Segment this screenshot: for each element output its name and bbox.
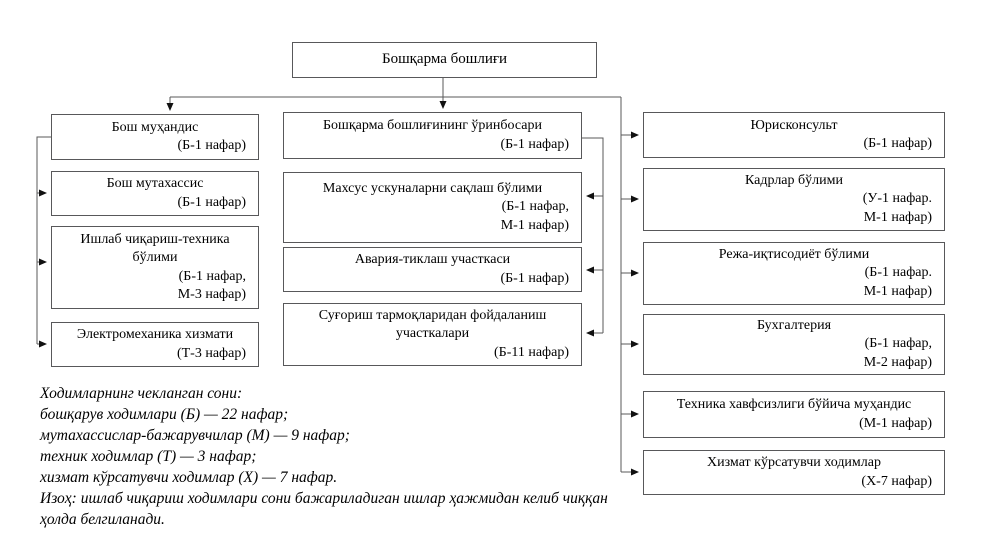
box-special-equipment-storage-dept bbox=[283, 172, 582, 243]
box-title: Бош муҳандис bbox=[111, 119, 199, 135]
box-title: Режа-иқтисодиёт бўлими bbox=[718, 246, 870, 262]
box-accounting bbox=[643, 314, 945, 375]
box-chief-engineer bbox=[51, 114, 259, 160]
staff-count: (Б-1 нафар, bbox=[864, 336, 932, 352]
box-planning-economics-dept bbox=[643, 242, 945, 305]
box-title: Бошқарма бошлиғининг ўринбосари bbox=[323, 118, 542, 134]
box-title: Авария-тиклаш участкаси bbox=[354, 252, 511, 268]
staff-count: М-1 нафар) bbox=[863, 209, 932, 225]
box-hr-dept bbox=[643, 168, 945, 231]
box-emergency-repair-section bbox=[283, 247, 582, 292]
box-electromechanics-service bbox=[51, 322, 259, 367]
box-legal-counsel bbox=[643, 112, 945, 158]
note-line: хизмат кўрсатувчи ходимлар (Х) — 7 нафар. bbox=[40, 469, 338, 486]
note-remark: Изоҳ: ишлаб чиқариш ходимлари сони бажариладиган ишлар ҳажмидан келиб чиққан ҳолда белгиланади. bbox=[40, 490, 608, 528]
box-title: Бухгалтерия bbox=[756, 317, 832, 333]
staff-count: М-2 нафар) bbox=[863, 354, 932, 370]
staff-count: М-1 нафар) bbox=[863, 283, 932, 299]
box-irrigation-networks-sections bbox=[283, 303, 582, 366]
connector bbox=[582, 138, 603, 333]
staff-count: (Б-11 нафар) bbox=[494, 344, 569, 360]
note-line: бошқарув ходимлари (Б) — 22 нафар; bbox=[40, 406, 289, 423]
staff-count: (Б-1 нафар) bbox=[177, 138, 246, 153]
connector bbox=[37, 137, 51, 344]
box-title: Хизмат кўрсатувчи ходимлар bbox=[707, 455, 881, 471]
staff-count: (Б-1 нафар, bbox=[501, 199, 569, 215]
box-title: Бошқарма бошлиғи bbox=[381, 51, 508, 68]
box-deputy-head bbox=[283, 112, 582, 159]
box-title: Юрисконсульт bbox=[750, 117, 838, 133]
staff-count: (Т-3 нафар) bbox=[176, 345, 246, 361]
box-title: Кадрлар бўлими bbox=[745, 172, 843, 188]
box-title: Бош мутахассис bbox=[106, 176, 204, 192]
staff-count: (Б-1 нафар) bbox=[500, 136, 569, 152]
box-chief-specialist bbox=[51, 171, 259, 216]
box-safety-engineer bbox=[643, 391, 945, 438]
staff-count: (У-1 нафар. bbox=[862, 191, 932, 207]
box-service-staff bbox=[643, 450, 945, 495]
box-production-technical-dept bbox=[51, 226, 259, 309]
box-title: Суғориш тармоқларидан фойдаланиш участкалари bbox=[318, 307, 547, 342]
staff-count: (М-1 нафар) bbox=[859, 415, 932, 431]
note-heading: Ходимларнинг чекланган сони: bbox=[40, 385, 243, 402]
staff-count: (Х-7 нафар) bbox=[861, 473, 932, 489]
box-department-head bbox=[292, 42, 597, 78]
box-title: Электромеханика хизмати bbox=[76, 327, 234, 343]
box-title: Техника хавфсизлиги бўйича муҳандис bbox=[676, 397, 912, 413]
staff-limits-note bbox=[40, 383, 612, 530]
staff-count: (Б-1 нафар) bbox=[863, 136, 932, 151]
staff-count: М-3 нафар) bbox=[177, 286, 246, 302]
staff-count: (Б-1 нафар, bbox=[178, 268, 246, 284]
box-title: Ишлаб чиқариш-техника бўлими bbox=[80, 231, 230, 266]
box-title: Махсус ускуналарни сақлаш бўлими bbox=[322, 180, 543, 196]
note-line: мутахассислар-бажарувчилар (М) — 9 нафар; bbox=[40, 427, 350, 444]
staff-count: (Б-1 нафар) bbox=[177, 194, 246, 210]
staff-count: М-1 нафар) bbox=[500, 217, 569, 233]
staff-count: (Б-1 нафар) bbox=[500, 270, 569, 286]
staff-count: (Б-1 нафар. bbox=[864, 265, 932, 281]
note-line: техник ходимлар (Т) — 3 нафар; bbox=[40, 448, 257, 465]
